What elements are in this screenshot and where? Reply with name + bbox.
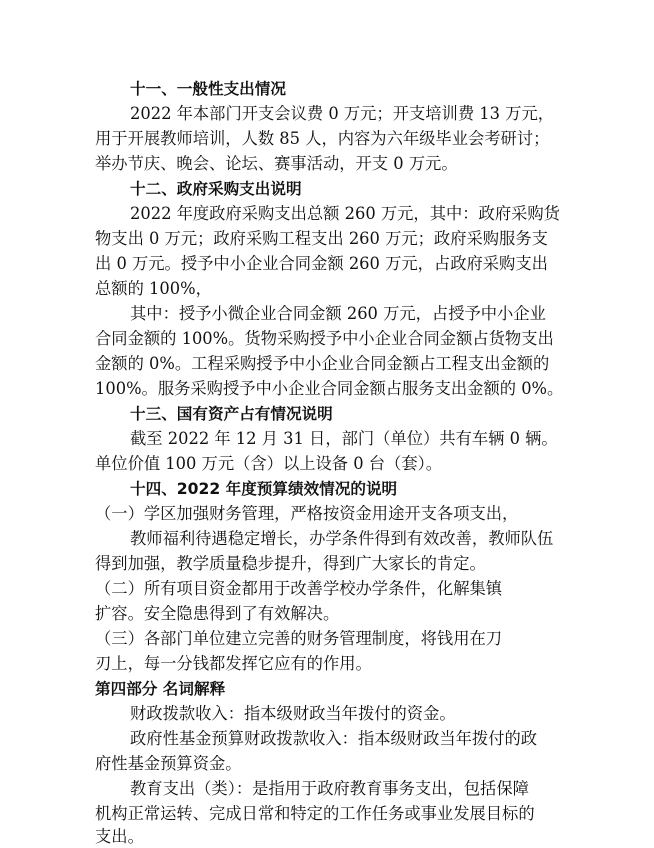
paragraph-line: 教师福利待遇稳定增长，办学条件得到有效改善，教师队伍 [130, 529, 554, 548]
glossary-line: 财政拨款收入：指本级财政当年拨付的资金。 [130, 704, 456, 723]
paragraph-line: 扩容。安全隐患得到了有效解决。 [95, 604, 340, 623]
paragraph-line: 用于开展教师培训，人数 85 人，内容为六年级毕业会考研讨； [95, 129, 550, 148]
paragraph-line: 得到加强，教学质量稳步提升，得到广大家长的肯定。 [95, 554, 486, 573]
section-heading-general-expenses: 十一、一般性支出情况 [130, 80, 286, 98]
paragraph-line: 刃上，每一分钱都发挥它应有的作用。 [95, 654, 372, 673]
paragraph-line: 2022 年本部门开支会议费 0 万元；开支培训费 13 万元， [130, 104, 555, 123]
paragraph-line: 100%。服务采购授予中小企业合同金额占服务支出金额的 0%。 [95, 379, 564, 398]
paragraph-line: 出 0 万元。授予中小企业合同金额 260 万元，占政府采购支出 [95, 254, 548, 273]
paragraph-line: 其中：授予小微企业合同金额 260 万元，占授予中小企业 [130, 304, 546, 323]
paragraph-line: 举办节庆、晚会、论坛、赛事活动，开支 0 万元。 [95, 154, 458, 173]
glossary-line: 府性基金预算资金。 [95, 754, 242, 773]
glossary-line: 政府性基金预算财政拨款收入：指本级财政当年拨付的政 [130, 729, 538, 748]
paragraph-line: 金额的 0%。工程采购授予中小企业合同金额占工程支出金额的 [95, 354, 550, 373]
glossary-line: 教育支出（类）：是指用于政府教育事务支出，包括保障 [130, 779, 529, 798]
paragraph-line: 2022 年度政府采购支出总额 260 万元，其中：政府采购货 [130, 204, 560, 223]
part-heading-glossary: 第四部分 名词解释 [95, 680, 226, 698]
section-heading-procurement: 十二、政府采购支出说明 [130, 180, 302, 198]
paragraph-line: 单位价值 100 万元（含）以上设备 0 台（套）。 [95, 454, 443, 473]
paragraph-line: 物支出 0 万元；政府采购工程支出 260 万元；政府采购服务支 [95, 229, 548, 248]
glossary-line: 机构正常运转、完成日常和特定的工作任务或事业发展目标的 [95, 804, 535, 823]
section-heading-performance: 十四、2022 年度预算绩效情况的说明 [130, 480, 398, 498]
paragraph-line: 截至 2022 年 12 月 31 日，部门（单位）共有车辆 0 辆。 [130, 429, 558, 448]
paragraph-line: （一）学区加强财务管理，严格按资金用途开支各项支出， [95, 504, 519, 523]
paragraph-line: 总额的 100%， [95, 279, 212, 298]
section-heading-state-assets: 十三、国有资产占有情况说明 [130, 405, 333, 423]
paragraph-line: （二）所有项目资金都用于改善学校办学条件，化解集镇 [95, 579, 503, 598]
glossary-line: 支出。 [95, 827, 144, 846]
paragraph-line: （三）各部门单位建立完善的财务管理制度，将钱用在刀 [95, 629, 503, 648]
paragraph-line: 合同金额的 100%。货物采购授予中小企业合同金额占货物支出 [95, 329, 554, 348]
